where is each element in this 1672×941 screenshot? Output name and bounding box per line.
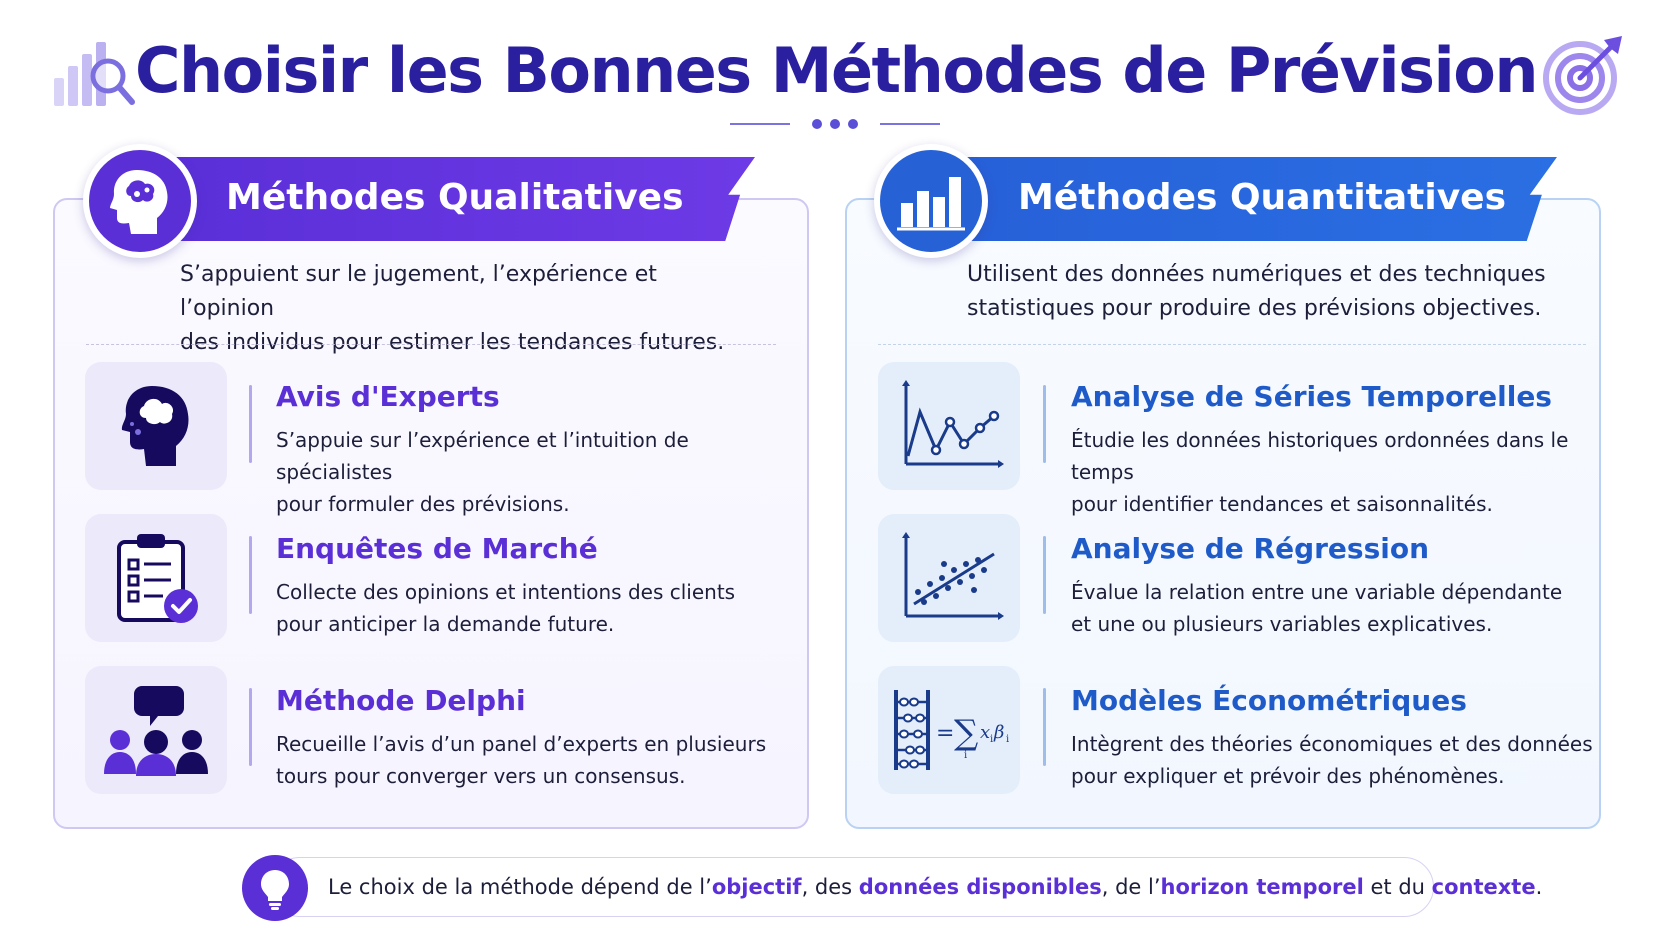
group-speech-icon: [85, 666, 227, 794]
item-title: Méthode Delphi: [276, 684, 526, 717]
item-accent-bar: [1043, 688, 1046, 766]
description-line: Intègrent des théories économiques et des données: [1071, 732, 1593, 756]
page-title: Choisir les Bonnes Méthodes de Prévision: [135, 34, 1537, 107]
description-line: et une ou plusieurs variables explicatives.: [1071, 612, 1493, 636]
head-brain-icon: [83, 144, 197, 258]
footer-note: [328, 872, 1542, 902]
item-accent-bar: [249, 688, 252, 766]
intro-line: S’appuient sur le jugement, l’expérience et l’opinion: [180, 262, 657, 321]
item-description: [276, 728, 796, 792]
svg-text:i: i: [990, 734, 994, 745]
target-arrow-icon: [1540, 32, 1626, 118]
svg-text:β: β: [994, 722, 1005, 743]
footer-text: Le choix de la méthode dépend de l’: [328, 875, 712, 899]
divider: [86, 344, 776, 345]
divider: [878, 344, 1586, 345]
description-line: S’appuie sur l’expérience et l’intuition de spécialistes: [276, 428, 689, 484]
description-line: pour expliquer et prévoir des phénomènes.: [1071, 764, 1505, 788]
qualitative-header: Méthodes Qualitatives: [226, 177, 684, 218]
item-title: Analyse de Séries Temporelles: [1071, 380, 1552, 413]
item-title: Avis d'Experts: [276, 380, 500, 413]
description-line: pour formuler des prévisions.: [276, 492, 570, 516]
clipboard-checklist-icon: [85, 514, 227, 642]
footer-text: et du: [1363, 875, 1432, 899]
item-description: [1071, 424, 1631, 520]
footer-text: .: [1535, 875, 1543, 899]
item-accent-bar: [249, 536, 252, 614]
bar-chart-icon: [874, 144, 988, 258]
item-description: [276, 424, 796, 520]
footer-text: , des: [801, 875, 859, 899]
intro-line: Utilisent des données numériques et des techniques: [967, 262, 1546, 287]
item-title: Enquêtes de Marché: [276, 532, 598, 565]
line-chart-icon: [878, 362, 1020, 490]
description-line: tours pour converger vers un consensus.: [276, 764, 686, 788]
footer-highlight: contexte: [1431, 875, 1536, 899]
footer-highlight: objectif: [711, 875, 802, 899]
svg-text:i: i: [964, 750, 968, 761]
svg-text:x: x: [980, 722, 991, 743]
description-line: Recueille l’avis d’un panel d’experts en plusieurs: [276, 732, 767, 756]
description-line: pour anticiper la demande future.: [276, 612, 615, 636]
item-title: Analyse de Régression: [1071, 532, 1430, 565]
intro-line: des individus pour estimer les tendances futures.: [180, 330, 725, 355]
item-accent-bar: [249, 385, 252, 463]
quantitative-intro: [967, 258, 1567, 326]
item-accent-bar: [1043, 536, 1046, 614]
footer-highlight: données disponibles: [858, 875, 1102, 899]
item-description: [276, 576, 796, 640]
lightbulb-icon: [242, 855, 308, 921]
item-title: Modèles Économétriques: [1071, 684, 1467, 717]
footer-highlight: horizon temporel: [1160, 875, 1364, 899]
item-description: [1071, 576, 1631, 640]
footer-text: , de l’: [1101, 875, 1161, 899]
description-line: Collecte des opinions et intentions des clients: [276, 580, 736, 604]
title-divider: [730, 116, 940, 132]
description-line: Étudie les données historiques ordonnées dans le temps: [1071, 428, 1569, 484]
svg-text:∑: ∑: [954, 713, 979, 753]
svg-text:i: i: [1006, 734, 1010, 745]
description-line: pour identifier tendances et saisonnalités.: [1071, 492, 1493, 516]
svg-text:=: =: [936, 721, 955, 746]
item-accent-bar: [1043, 385, 1046, 463]
intro-line: statistiques pour produire des prévisions objectives.: [967, 296, 1542, 321]
abacus-formula-icon: [878, 666, 1020, 794]
head-brain-icon: [85, 362, 227, 490]
description-line: Évalue la relation entre une variable dépendante: [1071, 580, 1563, 604]
scatter-regression-icon: [878, 514, 1020, 642]
item-description: [1071, 728, 1631, 792]
quantitative-header: Méthodes Quantitatives: [1018, 177, 1507, 218]
